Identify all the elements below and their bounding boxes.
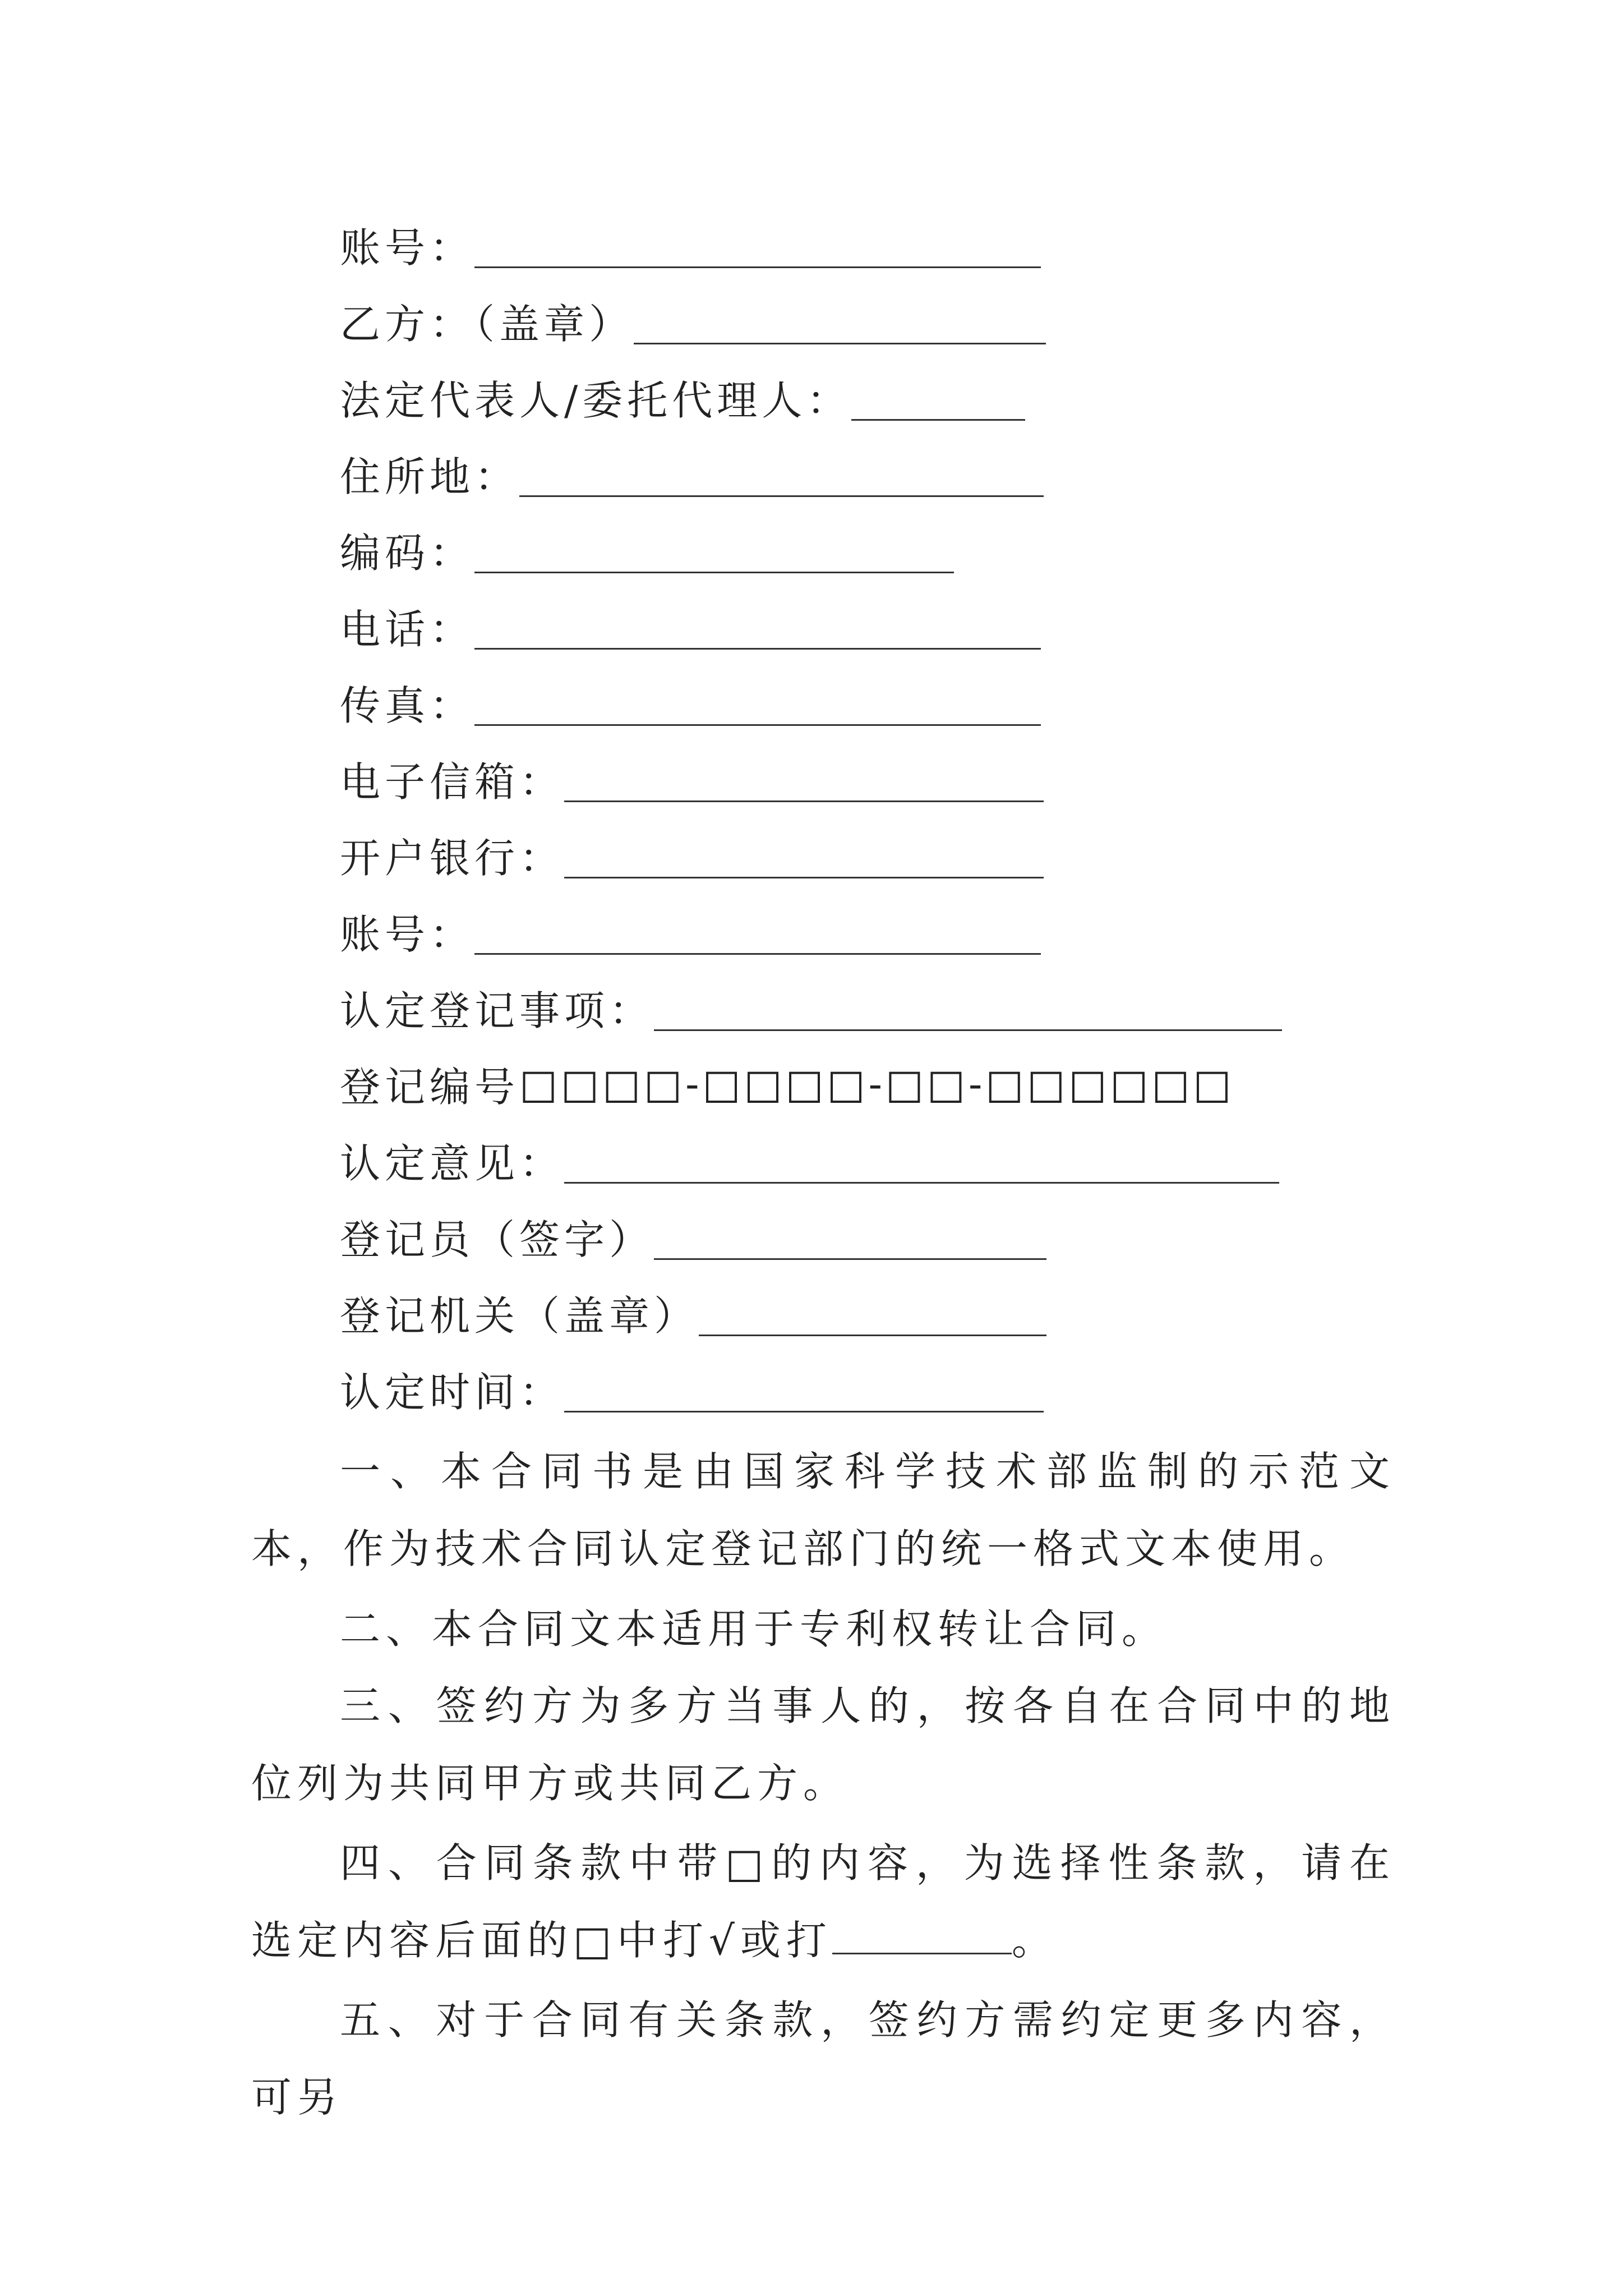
field-label: 认定登记事项： — [340, 987, 654, 1034]
field-registration-matters — [340, 979, 1282, 1036]
field-label: 法定代表人/委托代理人： — [340, 377, 852, 424]
fill-blank[interactable] — [564, 767, 1044, 802]
note-text: 四、合同条款中带□的内容，为选择性条款，请在选定内容后面的□中打√或打 — [251, 1839, 1395, 1964]
field-account-2 — [340, 903, 1041, 959]
fill-blank[interactable] — [564, 1148, 1279, 1184]
field-registration-date — [340, 1361, 1044, 1417]
note-paragraph-2: 二、本合同文本适用于专利权转让合同。 — [340, 1605, 1168, 1653]
field-phone — [340, 598, 1041, 654]
field-label: 开户银行： — [340, 835, 565, 882]
field-bank — [340, 827, 1044, 883]
field-label: 登记编号 — [340, 1064, 520, 1111]
field-label: 登记员（签字） — [340, 1216, 654, 1263]
field-label: 账号： — [340, 224, 475, 272]
fill-blank[interactable] — [564, 843, 1044, 878]
fill-blank[interactable] — [654, 996, 1282, 1031]
field-label: 账号： — [340, 911, 475, 958]
field-label: 电话： — [340, 606, 475, 653]
note-paragraph-4 — [251, 1824, 1395, 1979]
field-label: 传真： — [340, 682, 475, 729]
registration-number-boxes[interactable]: □□□□-□□□□-□□-□□□□□□ — [519, 1060, 1235, 1107]
field-account-1 — [340, 217, 1041, 273]
fill-blank[interactable] — [474, 691, 1041, 726]
field-registration-authority — [340, 1285, 1046, 1341]
field-label: 编码： — [340, 530, 475, 577]
field-party-b — [340, 293, 1046, 349]
field-label: 认定时间： — [340, 1369, 565, 1416]
field-label: 认定意见： — [340, 1140, 565, 1187]
fill-blank[interactable] — [564, 1377, 1044, 1412]
note-paragraph-3: 三、签约方为多方当事人的，按各自在合同中的地位列为共同甲方或共同乙方。 — [251, 1682, 1395, 1807]
field-label: 电子信箱： — [340, 758, 565, 806]
field-label: 登记机关（盖章） — [340, 1292, 699, 1340]
fill-blank[interactable] — [474, 538, 954, 573]
fill-blank[interactable] — [832, 1919, 1012, 1954]
fill-blank[interactable] — [474, 614, 1041, 650]
field-label: 乙方：（盖章） — [340, 301, 634, 348]
note-paragraph-1: 一、本合同书是由国家科学技术部监制的示范文本，作为技术合同认定登记部门的统一格式文本使用。 — [251, 1448, 1395, 1572]
fill-blank[interactable] — [654, 1225, 1046, 1260]
fill-blank[interactable] — [474, 233, 1041, 268]
fill-blank[interactable] — [519, 462, 1044, 497]
fill-blank[interactable] — [474, 919, 1041, 955]
field-email — [340, 751, 1044, 807]
field-label: 住所地： — [340, 453, 520, 500]
fill-blank[interactable] — [699, 1301, 1046, 1336]
fill-blank[interactable] — [851, 385, 1025, 421]
field-registrar-signature — [340, 1208, 1046, 1264]
note-text: 。 — [1011, 1917, 1058, 1964]
field-postcode — [340, 522, 954, 578]
field-registration-number — [340, 1056, 1234, 1112]
field-fax — [340, 674, 1041, 730]
field-address — [340, 445, 1044, 501]
field-legal-representative — [340, 369, 1025, 425]
fill-blank[interactable] — [634, 309, 1046, 344]
note-paragraph-5: 五、对于合同有关条款，签约方需约定更多内容，可另 — [251, 1996, 1395, 2121]
field-opinion — [340, 1132, 1279, 1188]
